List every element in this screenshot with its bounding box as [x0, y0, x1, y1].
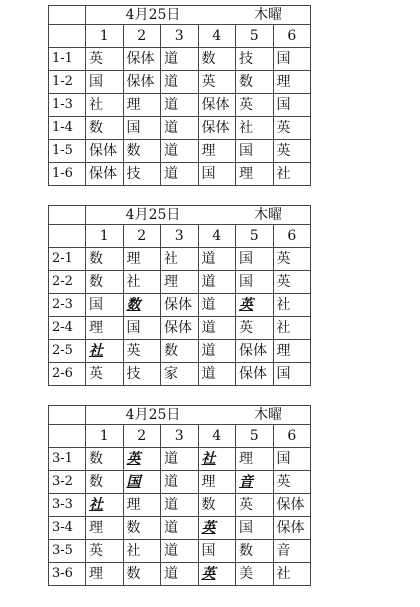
subject-text: 数: [126, 143, 141, 159]
subject-cell: [236, 94, 274, 117]
subject-text: 国: [89, 297, 103, 313]
class-label: 1-6: [49, 163, 86, 186]
subject-text: 道: [164, 520, 178, 536]
subject-cell: [161, 563, 199, 586]
period-number: 5: [236, 425, 274, 448]
period-header-row: [49, 225, 311, 248]
subject-text: 数: [89, 474, 103, 490]
subject-text: 道: [201, 297, 216, 313]
subject-text: 理: [276, 74, 291, 90]
subject-cell: [123, 540, 161, 563]
subject-cell: [198, 317, 236, 340]
subject-text: 国: [201, 166, 216, 182]
subject-text: 道: [164, 497, 178, 513]
subject-cell: [161, 448, 199, 471]
subject-cell: [236, 163, 274, 186]
subject-text: 数: [89, 274, 103, 290]
class-row: [49, 471, 311, 494]
subject-cell: [273, 517, 311, 540]
subject-text: 保体: [276, 497, 305, 513]
subject-text: 道: [201, 343, 216, 359]
class-label: 2-4: [49, 317, 86, 340]
subject-text: 数: [89, 251, 103, 267]
subject-text: 音: [276, 543, 291, 559]
subject-text: 社: [276, 166, 291, 182]
subject-cell: [161, 117, 199, 140]
class-row: [49, 117, 311, 140]
period-number: 1: [86, 25, 124, 48]
subject-text: 理: [89, 520, 103, 536]
subject-text: 理: [164, 274, 178, 290]
title-row: [49, 206, 311, 225]
subject-text: 英: [276, 274, 291, 290]
date-label: 4月25日: [125, 7, 181, 23]
subject-cell: [161, 471, 199, 494]
subject-cell: [161, 517, 199, 540]
subject-cell: [161, 494, 199, 517]
class-row: [49, 94, 311, 117]
class-row: [49, 271, 311, 294]
class-label: 2-2: [49, 271, 86, 294]
subject-text: 国: [239, 520, 253, 536]
subject-text: 英: [239, 297, 253, 313]
subject-cell: [273, 71, 311, 94]
subject-text: 国: [276, 51, 291, 67]
subject-text: 英: [239, 97, 253, 113]
subject-cell: [273, 363, 311, 386]
period-number: 5: [236, 25, 274, 48]
timetable-block: [48, 205, 311, 386]
subject-text: 道: [164, 74, 178, 90]
class-label: 1-3: [49, 94, 86, 117]
subject-cell: [86, 540, 124, 563]
subject-text: 理: [126, 497, 141, 513]
subject-cell: [86, 248, 124, 271]
subject-cell: [86, 471, 124, 494]
subject-cell: [198, 140, 236, 163]
subject-text: 国: [126, 120, 141, 136]
subject-cell: [273, 140, 311, 163]
timetable-block: [48, 405, 311, 586]
period-number: 2: [123, 425, 161, 448]
subject-text: 技: [239, 51, 253, 67]
subject-cell: [198, 363, 236, 386]
corner-cell: [49, 225, 86, 248]
subject-cell: [236, 117, 274, 140]
subject-text: 国: [239, 251, 253, 267]
subject-cell: [236, 71, 274, 94]
subject-cell: [86, 117, 124, 140]
subject-text: 理: [239, 451, 253, 467]
title-row: [49, 6, 311, 25]
period-number: 4: [198, 425, 236, 448]
subject-text: 社: [201, 451, 216, 467]
subject-text: 国: [126, 320, 141, 336]
subject-text: 英: [276, 251, 291, 267]
subject-text: 保体: [201, 120, 230, 136]
subject-cell: [123, 340, 161, 363]
subject-cell: [198, 117, 236, 140]
class-label: 2-3: [49, 294, 86, 317]
subject-cell-changed: [236, 471, 274, 494]
subject-cell: [123, 117, 161, 140]
class-label: 1-1: [49, 48, 86, 71]
weekday-label: 木曜: [254, 207, 283, 223]
subject-text: 道: [201, 320, 216, 336]
subject-text: 社: [126, 543, 141, 559]
subject-cell: [273, 340, 311, 363]
period-number: 1: [86, 425, 124, 448]
subject-cell-changed: [236, 294, 274, 317]
subject-text: 保体: [239, 343, 267, 359]
subject-text: 英: [201, 520, 216, 536]
class-label: 3-5: [49, 540, 86, 563]
subject-cell: [198, 471, 236, 494]
subject-cell-changed: [198, 563, 236, 586]
period-number: 3: [161, 425, 199, 448]
corner-cell: [49, 425, 86, 448]
subject-text: 道: [164, 143, 178, 159]
period-number: 3: [161, 225, 199, 248]
subject-text: 道: [164, 166, 178, 182]
subject-text: 数: [164, 343, 178, 359]
subject-cell: [198, 71, 236, 94]
subject-cell: [86, 563, 124, 586]
class-label: 3-1: [49, 448, 86, 471]
class-row: [49, 494, 311, 517]
subject-cell-changed: [198, 517, 236, 540]
subject-text: 英: [89, 51, 103, 67]
subject-text: 数: [89, 451, 103, 467]
subject-text: 理: [89, 566, 103, 582]
subject-text: 国: [126, 474, 141, 490]
subject-text: 社: [126, 274, 141, 290]
corner-cell: [49, 406, 86, 425]
subject-text: 社: [89, 97, 103, 113]
subject-cell: [273, 471, 311, 494]
subject-text: 社: [239, 120, 253, 136]
subject-text: 理: [89, 320, 103, 336]
period-header-row: [49, 25, 311, 48]
subject-cell: [273, 294, 311, 317]
weekday-label: 木曜: [254, 407, 283, 423]
class-row: [49, 248, 311, 271]
subject-text: 数: [126, 566, 141, 582]
subject-text: 英: [276, 474, 291, 490]
period-header-row: [49, 425, 311, 448]
subject-cell: [86, 48, 124, 71]
subject-cell: [273, 94, 311, 117]
period-number: 6: [273, 425, 311, 448]
subject-cell-changed: [123, 448, 161, 471]
subject-text: 保体: [126, 51, 155, 67]
subject-cell: [236, 540, 274, 563]
subject-cell: [123, 71, 161, 94]
subject-cell: [198, 340, 236, 363]
class-label: 1-5: [49, 140, 86, 163]
period-number: 4: [198, 25, 236, 48]
subject-cell: [236, 140, 274, 163]
subject-text: 英: [201, 74, 216, 90]
subject-cell: [161, 540, 199, 563]
subject-text: 国: [276, 366, 291, 382]
subject-cell-changed: [123, 294, 161, 317]
subject-text: 社: [89, 497, 103, 513]
title-row: [49, 406, 311, 425]
subject-cell-changed: [123, 471, 161, 494]
class-row: [49, 163, 311, 186]
subject-text: 道: [164, 51, 178, 67]
subject-cell: [161, 294, 199, 317]
subject-text: 理: [126, 251, 141, 267]
class-label: 2-1: [49, 248, 86, 271]
subject-text: 英: [276, 120, 291, 136]
subject-text: 理: [276, 343, 291, 359]
subject-cell: [123, 163, 161, 186]
subject-cell: [161, 71, 199, 94]
class-label: 1-2: [49, 71, 86, 94]
corner-cell: [49, 206, 86, 225]
subject-text: 英: [89, 366, 103, 382]
subject-text: 英: [239, 497, 253, 513]
subject-text: 道: [164, 566, 178, 582]
subject-text: 英: [126, 343, 141, 359]
subject-cell: [161, 340, 199, 363]
subject-text: 英: [126, 451, 141, 467]
subject-text: 道: [201, 251, 216, 267]
subject-cell: [273, 117, 311, 140]
period-number: 6: [273, 225, 311, 248]
subject-text: 保体: [276, 520, 305, 536]
subject-text: 社: [276, 320, 291, 336]
subject-cell: [86, 317, 124, 340]
subject-cell: [86, 271, 124, 294]
period-number: 2: [123, 225, 161, 248]
subject-cell: [86, 71, 124, 94]
subject-cell: [123, 140, 161, 163]
title-cell: [86, 406, 311, 425]
class-label: 3-4: [49, 517, 86, 540]
subject-text: 家: [164, 366, 178, 382]
subject-cell: [236, 448, 274, 471]
subject-text: 道: [164, 474, 178, 490]
subject-text: 社: [89, 343, 103, 359]
subject-cell-changed: [86, 494, 124, 517]
subject-cell: [236, 271, 274, 294]
subject-text: 技: [126, 366, 141, 382]
subject-cell: [198, 48, 236, 71]
subject-cell: [161, 163, 199, 186]
subject-cell: [236, 317, 274, 340]
subject-cell: [86, 294, 124, 317]
subject-text: 道: [164, 451, 178, 467]
class-row: [49, 340, 311, 363]
subject-cell: [123, 248, 161, 271]
subject-cell: [198, 294, 236, 317]
subject-text: 保体: [89, 143, 117, 159]
subject-text: 保体: [239, 366, 267, 382]
subject-cell: [161, 140, 199, 163]
subject-text: 数: [239, 74, 253, 90]
subject-text: 音: [239, 474, 253, 490]
subject-cell: [273, 271, 311, 294]
class-row: [49, 363, 311, 386]
class-label: 2-5: [49, 340, 86, 363]
subject-cell: [123, 363, 161, 386]
subject-text: 国: [89, 74, 103, 90]
subject-text: 理: [201, 474, 216, 490]
subject-text: 数: [126, 520, 141, 536]
subject-text: 国: [239, 274, 253, 290]
subject-text: 理: [126, 97, 141, 113]
weekday-label: 木曜: [254, 7, 283, 23]
subject-cell: [236, 340, 274, 363]
subject-text: 数: [201, 497, 216, 513]
subject-text: 道: [164, 97, 178, 113]
subject-cell: [236, 363, 274, 386]
subject-cell: [123, 48, 161, 71]
subject-text: 道: [201, 274, 216, 290]
period-number: 1: [86, 225, 124, 248]
class-label: 3-6: [49, 563, 86, 586]
subject-cell: [161, 48, 199, 71]
subject-cell: [161, 94, 199, 117]
class-row: [49, 517, 311, 540]
class-row: [49, 540, 311, 563]
class-row: [49, 140, 311, 163]
subject-text: 美: [239, 566, 253, 582]
subject-cell: [198, 163, 236, 186]
subject-text: 英: [239, 320, 253, 336]
subject-cell: [273, 248, 311, 271]
class-row: [49, 48, 311, 71]
subject-cell: [198, 494, 236, 517]
subject-text: 社: [276, 297, 291, 313]
subject-cell: [123, 563, 161, 586]
subject-cell: [123, 271, 161, 294]
subject-text: 数: [201, 51, 216, 67]
subject-cell: [273, 540, 311, 563]
subject-cell: [198, 94, 236, 117]
class-label: 3-3: [49, 494, 86, 517]
subject-cell: [123, 517, 161, 540]
subject-text: 英: [89, 543, 103, 559]
subject-cell: [86, 363, 124, 386]
subject-cell: [236, 48, 274, 71]
date-label: 4月25日: [125, 407, 181, 423]
subject-cell: [198, 248, 236, 271]
subject-text: 国: [276, 97, 291, 113]
subject-cell: [273, 494, 311, 517]
class-label: 3-2: [49, 471, 86, 494]
subject-text: 国: [276, 451, 291, 467]
class-row: [49, 294, 311, 317]
subject-text: 道: [201, 366, 216, 382]
corner-cell: [49, 25, 86, 48]
subject-text: 理: [201, 143, 216, 159]
subject-text: 保体: [164, 320, 192, 336]
subject-cell: [273, 163, 311, 186]
subject-cell: [198, 271, 236, 294]
subject-cell: [161, 317, 199, 340]
subject-text: 保体: [89, 166, 117, 182]
subject-cell: [236, 517, 274, 540]
subject-text: 道: [164, 120, 178, 136]
subject-cell: [86, 163, 124, 186]
subject-text: 数: [126, 297, 141, 313]
subject-text: 英: [276, 143, 291, 159]
subject-cell: [161, 248, 199, 271]
subject-cell: [86, 94, 124, 117]
subject-cell: [123, 317, 161, 340]
subject-text: 理: [239, 166, 253, 182]
title-cell: [86, 6, 311, 25]
subject-text: 数: [239, 543, 253, 559]
subject-cell: [273, 448, 311, 471]
subject-cell: [273, 563, 311, 586]
subject-cell: [123, 494, 161, 517]
subject-text: 社: [276, 566, 291, 582]
subject-cell: [123, 94, 161, 117]
subject-cell-changed: [198, 448, 236, 471]
subject-text: 数: [89, 120, 103, 136]
subject-cell: [198, 540, 236, 563]
class-row: [49, 563, 311, 586]
subject-text: 保体: [164, 297, 192, 313]
corner-cell: [49, 6, 86, 25]
subject-text: 社: [164, 251, 178, 267]
class-row: [49, 317, 311, 340]
subject-text: 保体: [126, 74, 155, 90]
class-label: 2-6: [49, 363, 86, 386]
subject-text: 国: [201, 543, 216, 559]
class-label: 1-4: [49, 117, 86, 140]
subject-cell: [236, 494, 274, 517]
subject-text: 国: [239, 143, 253, 159]
subject-cell: [273, 48, 311, 71]
subject-text: 道: [164, 543, 178, 559]
period-number: 2: [123, 25, 161, 48]
subject-text: 保体: [201, 97, 230, 113]
period-number: 4: [198, 225, 236, 248]
subject-text: 技: [126, 166, 141, 182]
subject-cell: [236, 248, 274, 271]
subject-cell-changed: [86, 340, 124, 363]
timetable-block: [48, 5, 311, 186]
title-cell: [86, 206, 311, 225]
class-row: [49, 448, 311, 471]
subject-text: 英: [201, 566, 216, 582]
period-number: 5: [236, 225, 274, 248]
subject-cell: [236, 563, 274, 586]
period-number: 6: [273, 25, 311, 48]
subject-cell: [86, 140, 124, 163]
period-number: 3: [161, 25, 199, 48]
date-label: 4月25日: [125, 207, 181, 223]
subject-cell: [161, 363, 199, 386]
subject-cell: [161, 271, 199, 294]
subject-cell: [273, 317, 311, 340]
subject-cell: [86, 448, 124, 471]
class-row: [49, 71, 311, 94]
subject-cell: [86, 517, 124, 540]
